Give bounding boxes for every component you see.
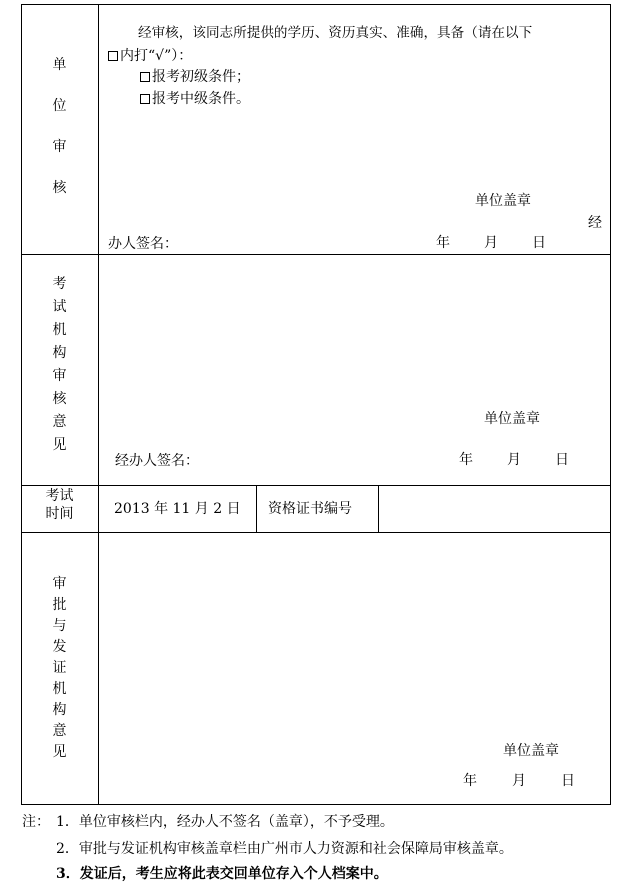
unit-review-date-day: 日 <box>532 235 546 251</box>
option-junior[interactable] <box>140 70 250 84</box>
option-intermediate[interactable] <box>140 92 250 106</box>
exam-review-label-char: 审 <box>52 368 67 384</box>
exam-time-label <box>21 489 98 521</box>
approval-date-year: 年 <box>463 773 477 789</box>
unit-review-label <box>21 58 98 195</box>
note-item: 1．单位审核栏内，经办人不签名（盖章），不予受理。 <box>56 814 394 830</box>
exam-review-label-char: 见 <box>52 437 67 453</box>
cert-label-left-divider <box>256 485 257 532</box>
unit-review-statement-line1: 经审核，该同志所提供的学历、资历真实、准确，具备（请在以下 <box>138 25 533 41</box>
cert-label-right-divider <box>378 485 379 532</box>
unit-review-label-char: 审 <box>52 139 67 155</box>
unit-review-date-year: 年 <box>436 235 450 251</box>
cert-number-label: 资格证书编号 <box>268 501 352 517</box>
exam-review-label-char: 机 <box>52 322 67 338</box>
approval-label-char: 构 <box>52 702 67 718</box>
exam-review-signer-label: 经办人签名： <box>115 453 199 469</box>
unit-review-statement-line2 <box>108 49 192 63</box>
unit-review-label-char: 核 <box>52 180 67 196</box>
approval-date-day: 日 <box>561 773 575 789</box>
approval-label-char: 发 <box>52 639 67 655</box>
unit-review-label-char: 位 <box>52 98 67 114</box>
row-divider-1 <box>21 254 611 255</box>
form-table <box>21 4 611 805</box>
unit-review-overflow-char: 经 <box>588 215 602 231</box>
unit-review-signer-label: 办人签名： <box>108 236 178 252</box>
exam-review-seal: 单位盖章 <box>484 411 540 427</box>
unit-review-label-char: 单 <box>52 57 67 73</box>
approval-label-char: 与 <box>52 618 67 634</box>
option-intermediate-label: 报考中级条件。 <box>152 91 250 107</box>
approval-label-char: 审 <box>52 576 67 592</box>
approval-label-char: 批 <box>52 597 67 613</box>
exam-review-label-char: 核 <box>52 391 67 407</box>
approval-label-char: 证 <box>52 660 67 676</box>
row-divider-2 <box>21 485 611 486</box>
checkbox-icon <box>140 72 150 82</box>
exam-time-label-line2: 时间 <box>45 506 74 522</box>
row-divider-3 <box>21 532 611 533</box>
exam-review-date-month: 月 <box>507 452 521 468</box>
approval-label <box>21 577 98 759</box>
exam-time-label-line1: 考试 <box>45 488 74 504</box>
label-column-divider <box>98 4 99 805</box>
exam-review-date-year: 年 <box>459 452 473 468</box>
exam-date-value: 2013 年 11 月 2 日 <box>114 501 241 517</box>
checkbox-icon <box>108 51 118 61</box>
cert-number-value[interactable] <box>388 502 598 518</box>
approval-seal: 单位盖章 <box>503 743 559 759</box>
exam-review-label-char: 意 <box>52 414 67 430</box>
approval-label-char: 意 <box>52 723 67 739</box>
note-item: 3．发证后，考生应将此表交回单位存入个人档案中。 <box>56 866 388 882</box>
notes-prefix: 注： <box>22 814 50 830</box>
unit-review-seal: 单位盖章 <box>475 193 531 209</box>
exam-review-label-char: 构 <box>52 345 67 361</box>
approval-date-month: 月 <box>512 773 526 789</box>
note-item: 2．审批与发证机构审核盖章栏由广州市人力资源和社会保障局审核盖章。 <box>56 841 513 857</box>
exam-review-label-char: 考 <box>52 276 67 292</box>
unit-review-date-month: 月 <box>484 235 498 251</box>
exam-review-date-day: 日 <box>555 452 569 468</box>
exam-review-label <box>21 277 98 452</box>
checkbox-icon <box>140 94 150 104</box>
approval-label-char: 机 <box>52 681 67 697</box>
option-junior-label: 报考初级条件； <box>152 69 250 85</box>
exam-review-label-char: 试 <box>52 299 67 315</box>
unit-review-statement-line2-text: 内打“√”）： <box>120 48 193 64</box>
approval-label-char: 见 <box>52 744 67 760</box>
